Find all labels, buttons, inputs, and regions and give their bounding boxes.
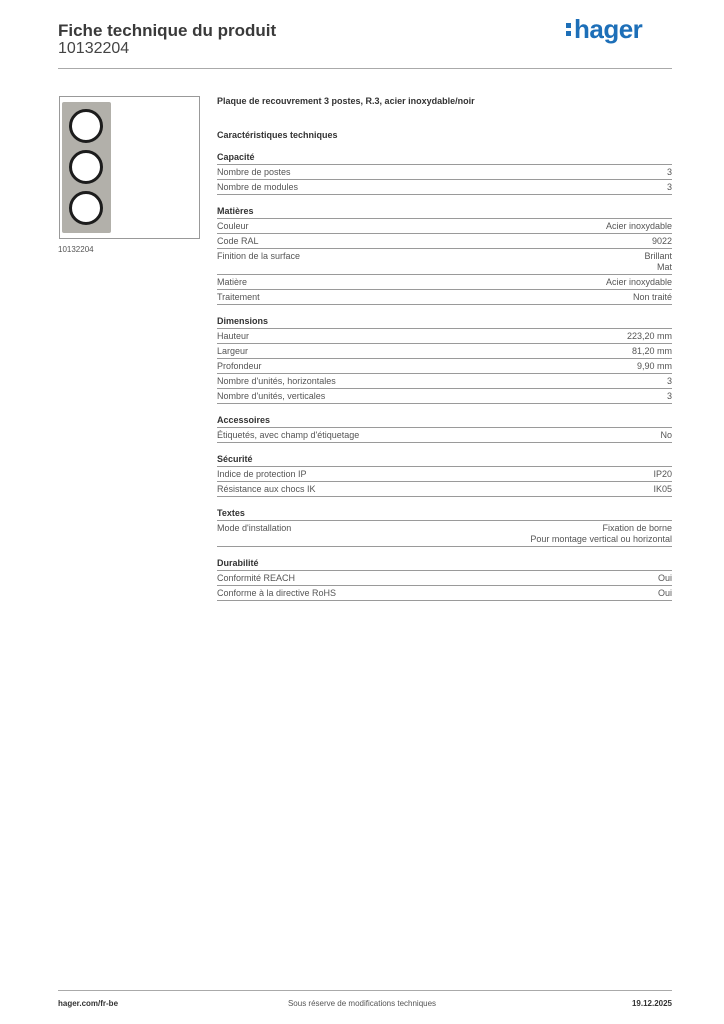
spec-sections — [217, 151, 672, 601]
spec-value — [637, 361, 672, 372]
spec-value — [658, 573, 672, 584]
spec-value-line: 223,20 mm — [626, 331, 672, 341]
spec-value — [633, 292, 672, 303]
spec-value — [606, 277, 672, 288]
header-divider — [58, 68, 672, 69]
spec-row — [217, 571, 672, 586]
spec-label: Couleur — [217, 221, 249, 231]
spec-value-line: Fixation de borne — [602, 523, 672, 533]
section-title: Capacité — [217, 151, 672, 165]
spec-row — [217, 467, 672, 482]
section-title: Accessoires — [217, 414, 672, 428]
spec-value — [658, 588, 672, 599]
spec-value-line: 3 — [666, 376, 672, 386]
section-title: Matières — [217, 205, 672, 219]
spec-value-line: 3 — [666, 167, 672, 177]
spec-value-line: Acier inoxydable — [605, 277, 672, 287]
plate-opening-icon — [69, 109, 103, 143]
spec-value-line: Non traité — [632, 292, 672, 302]
logo-dots-icon — [566, 20, 572, 39]
spec-value — [667, 391, 672, 402]
footer-date: 19.12.2025 — [631, 999, 672, 1008]
footer-notice: Sous réserve de modifications techniques — [287, 999, 437, 1008]
spec-label: Résistance aux chocs IK — [217, 484, 316, 494]
spec-label: Nombre d'unités, horizontales — [217, 376, 336, 386]
spec-value-line: 81,20 mm — [631, 346, 672, 356]
spec-value-line: Mat — [656, 262, 672, 272]
spec-row — [217, 329, 672, 344]
spec-label: Conformité REACH — [217, 573, 296, 583]
spec-row — [217, 428, 672, 443]
spec-value — [653, 469, 672, 480]
spec-label: Traitement — [217, 292, 260, 302]
spec-value-line: IP20 — [653, 469, 672, 479]
spec-row — [217, 180, 672, 195]
spec-value — [652, 236, 672, 247]
spec-label: Code RAL — [217, 236, 259, 246]
spec-value — [667, 376, 672, 387]
spec-section — [217, 453, 672, 497]
spec-label: Nombre de modules — [217, 182, 299, 192]
section-title: Sécurité — [217, 453, 672, 467]
spec-value — [660, 430, 672, 441]
footer-divider — [58, 990, 672, 991]
spec-label: Mode d'installation — [217, 523, 292, 533]
spec-row — [217, 344, 672, 359]
spec-row — [217, 586, 672, 601]
spec-label: Nombre d'unités, verticales — [217, 391, 326, 401]
spec-section — [217, 414, 672, 443]
spec-value-line: Brillant — [644, 251, 672, 261]
product-code: 10132204 — [58, 40, 130, 57]
cover-plate-image — [62, 102, 111, 233]
spec-label: Matière — [217, 277, 248, 287]
spec-value-line: 9022 — [651, 236, 672, 246]
spec-row — [217, 234, 672, 249]
footer-website-link[interactable]: hager.com/fr-be — [58, 999, 119, 1008]
spec-value — [530, 523, 672, 545]
spec-row — [217, 389, 672, 404]
spec-value-line: Oui — [657, 573, 672, 583]
spec-label: Étiquetés, avec champ d'étiquetage — [217, 430, 360, 440]
spec-section — [217, 315, 672, 404]
section-title: Durabilité — [217, 557, 672, 571]
spec-label: Finition de la surface — [217, 251, 301, 261]
spec-row — [217, 521, 672, 547]
page-title: Fiche technique du produit — [58, 21, 277, 40]
spec-value-line: Oui — [657, 588, 672, 598]
spec-value-line: 3 — [666, 182, 672, 192]
spec-value — [667, 182, 672, 193]
plate-opening-icon — [69, 150, 103, 184]
spec-row — [217, 219, 672, 234]
spec-row — [217, 359, 672, 374]
specs-heading: Caractéristiques techniques — [217, 130, 338, 140]
spec-label: Indice de protection IP — [217, 469, 307, 479]
product-title: Plaque de recouvrement 3 postes, R.3, acier inoxydable/noir — [217, 96, 475, 106]
spec-row — [217, 165, 672, 180]
spec-label: Conforme à la directive RoHS — [217, 588, 337, 598]
spec-label: Largeur — [217, 346, 249, 356]
spec-value-line: No — [660, 430, 672, 440]
spec-section — [217, 557, 672, 601]
spec-value — [606, 221, 672, 232]
spec-value-line: Pour montage vertical ou horizontal — [530, 534, 672, 544]
spec-row — [217, 290, 672, 305]
spec-value — [667, 167, 672, 178]
spec-label: Profondeur — [217, 361, 262, 371]
spec-row — [217, 275, 672, 290]
spec-section — [217, 205, 672, 305]
spec-value-line: 3 — [666, 391, 672, 401]
spec-row — [217, 482, 672, 497]
hager-logo — [566, 14, 642, 45]
image-caption: 10132204 — [58, 245, 94, 254]
spec-label: Nombre de postes — [217, 167, 291, 177]
spec-value — [632, 346, 672, 357]
spec-value — [653, 484, 672, 495]
spec-value-line: Acier inoxydable — [605, 221, 672, 231]
spec-content — [217, 95, 672, 601]
spec-value — [627, 331, 672, 342]
spec-label: Hauteur — [217, 331, 250, 341]
logo-text: hager — [574, 14, 643, 44]
spec-section — [217, 151, 672, 195]
spec-value-line: IK05 — [653, 484, 672, 494]
product-image — [59, 96, 200, 239]
spec-row — [217, 374, 672, 389]
spec-value-line: 9,90 mm — [636, 361, 672, 371]
plate-opening-icon — [69, 191, 103, 225]
spec-row — [217, 249, 672, 275]
spec-value — [644, 251, 672, 273]
section-title: Dimensions — [217, 315, 672, 329]
spec-section — [217, 507, 672, 547]
section-title: Textes — [217, 507, 672, 521]
